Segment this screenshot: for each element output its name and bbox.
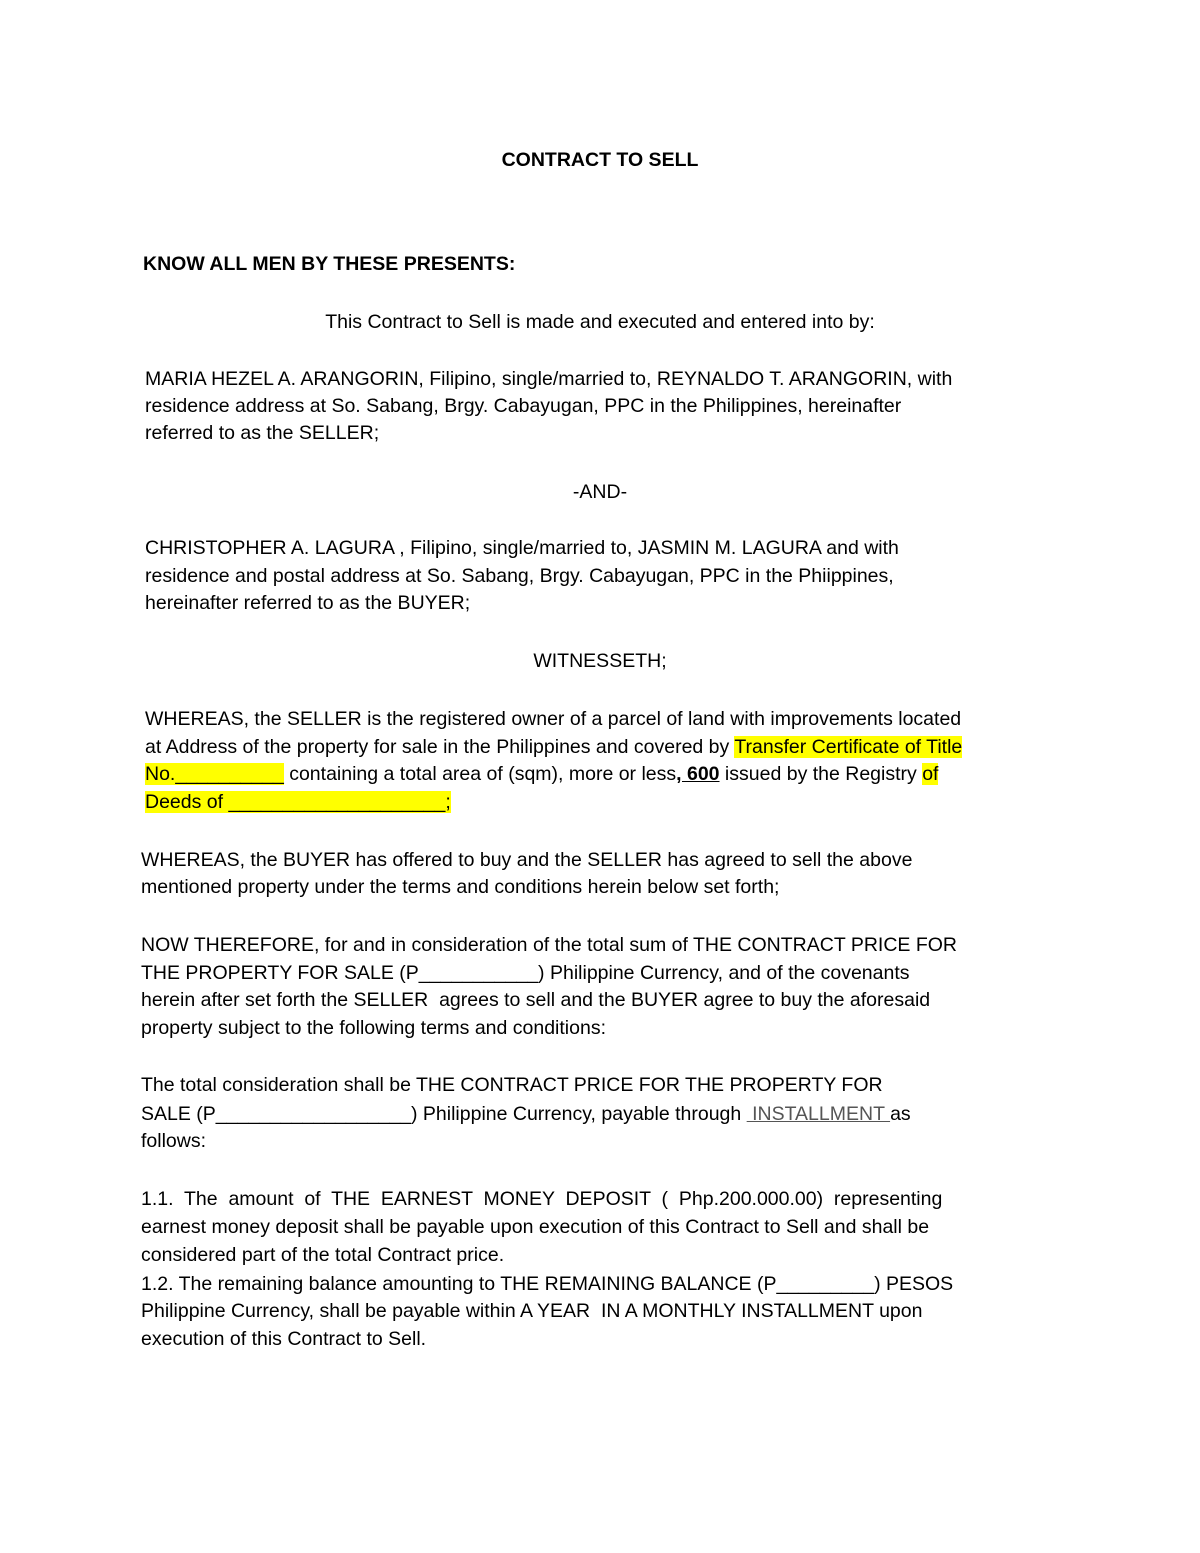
highlighted-registry: Deeds of ____________________; <box>145 791 451 813</box>
seller-line-2: residence address at So. Sabang, Brgy. Cabayugan, PPC in the Philippines, hereinafter <box>145 395 902 417</box>
intro-text: This Contract to Sell is made and executed and entered into by: <box>325 311 875 333</box>
seller-line-1: MARIA HEZEL A. ARANGORIN, Filipino, single/married to, REYNALDO T. ARANGORIN, with <box>145 368 953 390</box>
whereas-1-line-4 <box>145 790 451 814</box>
item-1-1-line-2: earnest money deposit shall be payable upon execution of this Contract to Sell and shall be <box>141 1216 930 1238</box>
total-line-2 <box>141 1102 911 1126</box>
whereas-2-line-2: mentioned property under the terms and conditions herein below set forth; <box>141 876 780 898</box>
highlighted-tct-number: No.__________ <box>145 763 284 785</box>
whereas-1-line-1: WHEREAS, the SELLER is the registered owner of a parcel of land with improvements located <box>145 708 962 730</box>
witnesseth-heading: WITNESSETH; <box>533 650 667 672</box>
item-1-2-line-1: 1.2. The remaining balance amounting to THE REMAINING BALANCE (P_________) PESOS <box>141 1273 954 1295</box>
buyer-line-2: residence and postal address at So. Sabang, Brgy. Cabayugan, PPC in the Phiippines, <box>145 565 894 587</box>
and-separator: -AND- <box>572 481 628 503</box>
item-1-2-line-3: execution of this Contract to Sell. <box>141 1328 427 1350</box>
item-1-2-line-2: Philippine Currency, shall be payable within A YEAR IN A MONTHLY INSTALLMENT upon <box>141 1300 923 1322</box>
highlighted-tct: Transfer Certificate of Title <box>734 736 963 758</box>
buyer-line-1: CHRISTOPHER A. LAGURA , Filipino, single/married to, JASMIN M. LAGURA and with <box>145 537 899 559</box>
item-1-1-line-1: 1.1. The amount of THE EARNEST MONEY DEPOSIT ( Php.200.000.00) representing <box>141 1188 943 1210</box>
text-run: SALE (P__________________) Philippine Currency, payable through <box>141 1103 747 1125</box>
highlighted-of: of <box>922 763 939 785</box>
text-run: containing a total area of (sqm), more or less <box>283 763 677 785</box>
installment-link[interactable]: INSTALLMENT <box>746 1103 891 1125</box>
now-therefore-line-2: THE PROPERTY FOR SALE (P___________) Philippine Currency, and of the covenants <box>141 962 910 984</box>
item-1-1-line-3: considered part of the total Contract price. <box>141 1244 505 1266</box>
whereas-1-line-3 <box>145 762 938 786</box>
whereas-1-line-2 <box>145 735 962 759</box>
text-run: at Address of the property for sale in the Philippines and covered by <box>145 736 735 758</box>
buyer-line-3: hereinafter referred to as the BUYER; <box>145 592 471 614</box>
whereas-2-line-1: WHEREAS, the BUYER has offered to buy and the SELLER has agreed to sell the above <box>141 849 913 871</box>
know-all-heading: KNOW ALL MEN BY THESE PRESENTS: <box>143 253 516 275</box>
total-line-1: The total consideration shall be THE CONTRACT PRICE FOR THE PROPERTY FOR <box>141 1074 883 1096</box>
now-therefore-line-4: property subject to the following terms and conditions: <box>141 1017 607 1039</box>
total-line-3: follows: <box>141 1130 207 1152</box>
document-title: CONTRACT TO SELL <box>501 149 699 171</box>
seller-line-3: referred to as the SELLER; <box>145 422 380 444</box>
text-run: as <box>890 1103 911 1125</box>
text-run: issued by the Registry <box>719 763 923 785</box>
now-therefore-line-1: NOW THEREFORE, for and in consideration of the total sum of THE CONTRACT PRICE FOR <box>141 934 957 956</box>
area-value: , 600 <box>676 763 720 785</box>
now-therefore-line-3: herein after set forth the SELLER agrees to sell and the BUYER agree to buy the aforesaid <box>141 989 931 1011</box>
